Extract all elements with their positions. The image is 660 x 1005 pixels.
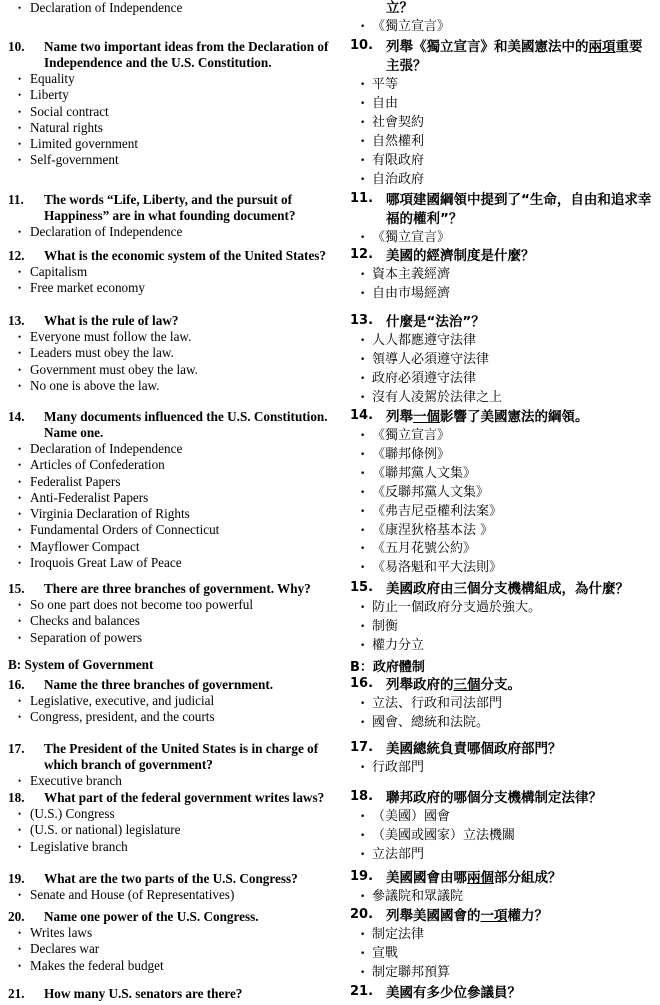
question-number: 18. xyxy=(8,790,25,805)
answer-item: • Congress, president, and the courts xyxy=(30,709,340,725)
answer-list xyxy=(340,888,660,907)
answer-item: • Articles of Confederation xyxy=(30,457,340,473)
question-15 xyxy=(340,580,660,656)
answer-list xyxy=(340,599,660,656)
section-heading: B: System of Government xyxy=(8,657,154,672)
answer-list xyxy=(340,229,660,248)
answer-list xyxy=(340,18,660,37)
answer-item: • Federalist Papers xyxy=(30,474,340,490)
question-text: 美國國會由哪兩個部分組成？ xyxy=(386,870,562,886)
question-number: 11. xyxy=(8,192,24,207)
question-number: 17. xyxy=(350,740,374,755)
answer-item: • (U.S. or national) legislature xyxy=(30,822,340,838)
answer-list xyxy=(0,597,340,646)
answer-list xyxy=(340,759,660,778)
question-15 xyxy=(0,581,340,646)
answer-item: • 有限政府 xyxy=(372,152,660,171)
question-number: 15. xyxy=(350,580,374,595)
question-number: 16. xyxy=(350,676,374,691)
question-12 xyxy=(340,247,660,304)
answer-item: • Declares war xyxy=(30,941,340,957)
question-text: 列舉《獨立宣言》和美國憲法中的兩項重要主張？ xyxy=(386,39,643,74)
question-21 xyxy=(0,986,340,1002)
question-text: 美國的經濟制度是什麼？ xyxy=(386,248,535,264)
answer-item: • 《獨立宣言》 xyxy=(372,18,660,37)
answer-item: • 自然權利 xyxy=(372,133,660,152)
question-text: 立？ xyxy=(386,0,413,16)
answer-item: • (U.S.) Congress xyxy=(30,806,340,822)
question-number: 20. xyxy=(350,907,374,922)
question-number: 14. xyxy=(8,409,25,424)
answer-list xyxy=(0,0,340,16)
answer-item: • Fundamental Orders of Connecticut xyxy=(30,522,340,538)
answer-item: • Capitalism xyxy=(30,264,340,280)
question-13 xyxy=(340,313,660,408)
question-text: Name the three branches of government. xyxy=(44,677,274,692)
answer-item: • 自由 xyxy=(372,95,660,114)
question-number: 21. xyxy=(350,984,374,999)
answer-item: • 《康涅狄格基本法 》 xyxy=(372,522,660,541)
answer-item: • Declaration of Independence xyxy=(30,441,340,457)
question-11 xyxy=(340,191,660,248)
answer-item: • Limited government xyxy=(30,136,340,152)
answer-item: • 人人都應遵守法律 xyxy=(372,332,660,351)
question-number: 13. xyxy=(8,313,25,328)
question-text: The words “Life, Liberty, and the pursuit of Happiness” are in what founding document? xyxy=(44,192,296,223)
answer-item: • Executive branch xyxy=(30,773,340,789)
answer-item: • 參議院和眾議院 xyxy=(372,888,660,907)
question-9-tail xyxy=(340,0,660,37)
answer-item: • Free market economy xyxy=(30,280,340,296)
question-number: 12. xyxy=(350,247,374,262)
answer-list xyxy=(0,224,340,240)
answer-item: • Leaders must obey the law. xyxy=(30,345,340,361)
answer-list xyxy=(0,329,340,394)
question-text: What is the rule of law? xyxy=(44,313,179,328)
answer-item: • 《聯邦條例》 xyxy=(372,446,660,465)
answer-item: • （美國或國家）立法機關 xyxy=(372,827,660,846)
answer-list xyxy=(0,264,340,297)
question-11 xyxy=(0,192,340,240)
answer-item: • 制定聯邦預算 xyxy=(372,964,660,983)
answer-item: • Equality xyxy=(30,71,340,87)
question-text: What part of the federal government writes laws? xyxy=(44,790,325,805)
question-13 xyxy=(0,313,340,394)
question-16 xyxy=(0,677,340,726)
answer-item: • Makes the federal budget xyxy=(30,958,340,974)
answer-item: • 《反聯邦黨人文集》 xyxy=(372,484,660,503)
answer-list xyxy=(0,773,340,789)
answer-list xyxy=(0,887,340,903)
answer-item: • 資本主義經濟 xyxy=(372,266,660,285)
answer-item: • 行政部門 xyxy=(372,759,660,778)
question-text: 美國政府由三個分支機構組成，為什麼？ xyxy=(386,581,629,597)
answer-item: • 防止一個政府分支過於強大。 xyxy=(372,599,660,618)
question-text: There are three branches of government. Why? xyxy=(44,581,311,596)
question-19 xyxy=(0,871,340,903)
answer-item: • Writes laws xyxy=(30,925,340,941)
question-text: What is the economic system of the United States? xyxy=(44,248,327,263)
answer-item: • Everyone must follow the law. xyxy=(30,329,340,345)
question-14 xyxy=(0,409,340,571)
answer-item: • Iroquois Great Law of Peace xyxy=(30,555,340,571)
question-number: 16. xyxy=(8,677,25,692)
answer-item: • Social contract xyxy=(30,104,340,120)
answer-item: • Legislative branch xyxy=(30,839,340,855)
question-text: 列舉美國國會的一項權力？ xyxy=(386,908,548,924)
question-text: 列舉一個影響了美國憲法的綱領。 xyxy=(386,409,589,425)
answer-item: • 政府必須遵守法律 xyxy=(372,370,660,389)
question-text: The President of the United States is in charge of which branch of government? xyxy=(44,741,319,772)
question-number: 17. xyxy=(8,741,25,756)
answer-list xyxy=(340,266,660,304)
question-number: 10. xyxy=(8,39,25,54)
answer-item: • 《獨立宣言》 xyxy=(372,427,660,446)
answer-item: • 制衡 xyxy=(372,618,660,637)
question-10 xyxy=(340,38,660,189)
question-number: 11. xyxy=(350,191,374,206)
answer-item: • Declaration of Independence xyxy=(30,224,340,240)
answer-item: • Mayflower Compact xyxy=(30,539,340,555)
question-text: 哪項建國綱領中提到了“生命，自由和追求幸福的權利”？ xyxy=(386,192,652,227)
question-18 xyxy=(340,789,660,865)
answer-item: • 沒有人凌駕於法律之上 xyxy=(372,389,660,408)
answer-item: • Checks and balances xyxy=(30,613,340,629)
question-text: 列舉政府的三個分支。 xyxy=(386,677,521,693)
question-number: 13. xyxy=(350,313,374,328)
question-16 xyxy=(340,676,660,733)
answer-list xyxy=(0,925,340,974)
answer-item: • Self-government xyxy=(30,152,340,168)
question-text: How many U.S. senators are there? xyxy=(44,986,243,1001)
question-number: 18. xyxy=(350,789,374,804)
question-14 xyxy=(340,408,660,578)
answer-item: • 《易洛魁和平大法則》 xyxy=(372,559,660,578)
answer-item: • Liberty xyxy=(30,87,340,103)
answer-item: • 領導人必須遵守法律 xyxy=(372,351,660,370)
question-21 xyxy=(340,984,660,1003)
question-number: 19. xyxy=(8,871,25,886)
answer-list xyxy=(340,808,660,865)
answer-item: • 制定法律 xyxy=(372,926,660,945)
question-19 xyxy=(340,869,660,907)
answer-item: • Senate and House (of Representatives) xyxy=(30,887,340,903)
answer-item: • Declaration of Independence xyxy=(30,0,340,16)
answer-item: • Anti-Federalist Papers xyxy=(30,490,340,506)
question-9-tail xyxy=(0,0,340,16)
answer-list xyxy=(0,806,340,855)
answer-item: • 自治政府 xyxy=(372,171,660,190)
answer-item: • （美國）國會 xyxy=(372,808,660,827)
answer-list xyxy=(340,332,660,408)
answer-item: • 國會、總統和法院。 xyxy=(372,714,660,733)
question-text: 美國有多少位參議員？ xyxy=(386,985,521,1001)
question-text: What are the two parts of the U.S. Congress? xyxy=(44,871,298,886)
answer-item: • 自由市場經濟 xyxy=(372,285,660,304)
question-number: 20. xyxy=(8,909,25,924)
answer-item: • 《弗吉尼亞權利法案》 xyxy=(372,503,660,522)
question-text: Many documents influenced the U.S. Constitution. Name one. xyxy=(44,409,328,440)
question-17 xyxy=(0,741,340,789)
question-number: 12. xyxy=(8,248,25,263)
question-number: 19. xyxy=(350,869,374,884)
answer-list xyxy=(340,76,660,189)
answer-item: • So one part does not become too powerful xyxy=(30,597,340,613)
question-17 xyxy=(340,740,660,778)
answer-item: • Separation of powers xyxy=(30,630,340,646)
question-12 xyxy=(0,248,340,297)
question-text: 什麼是“法治”？ xyxy=(386,314,485,330)
answer-list xyxy=(340,695,660,733)
answer-item: • 《五月花號公約》 xyxy=(372,540,660,559)
answer-item: • 平等 xyxy=(372,76,660,95)
answer-item: • 《獨立宣言》 xyxy=(372,229,660,248)
question-text: Name one power of the U.S. Congress. xyxy=(44,909,259,924)
answer-list xyxy=(340,427,660,578)
question-20 xyxy=(340,907,660,983)
question-text: 美國總統負責哪個政府部門？ xyxy=(386,741,562,757)
question-text: Name two important ideas from the Declaration of Independence and the U.S. Constitution. xyxy=(44,39,329,70)
answer-item: • Government must obey the law. xyxy=(30,362,340,378)
question-number: 21. xyxy=(8,986,25,1001)
answer-item: • 社會契約 xyxy=(372,114,660,133)
answer-item: • 立法部門 xyxy=(372,846,660,865)
section-heading: B：政府體制 xyxy=(350,660,425,675)
question-18 xyxy=(0,790,340,855)
answer-item: • 宣戰 xyxy=(372,945,660,964)
answer-list xyxy=(0,71,340,169)
question-text: 聯邦政府的哪個分支機構制定法律？ xyxy=(386,790,602,806)
answer-item: • No one is above the law. xyxy=(30,378,340,394)
question-number: 14. xyxy=(350,408,374,423)
answer-list xyxy=(0,441,340,571)
answer-item: • 權力分立 xyxy=(372,637,660,656)
answer-list xyxy=(0,693,340,726)
answer-item: • Virginia Declaration of Rights xyxy=(30,506,340,522)
answer-item: • Natural rights xyxy=(30,120,340,136)
question-number: 15. xyxy=(8,581,25,596)
answer-list xyxy=(340,926,660,983)
answer-item: • Legislative, executive, and judicial xyxy=(30,693,340,709)
answer-item: • 《聯邦黨人文集》 xyxy=(372,465,660,484)
question-10 xyxy=(0,39,340,169)
answer-item: • 立法、行政和司法部門 xyxy=(372,695,660,714)
question-20 xyxy=(0,909,340,974)
question-number: 10. xyxy=(350,38,374,53)
